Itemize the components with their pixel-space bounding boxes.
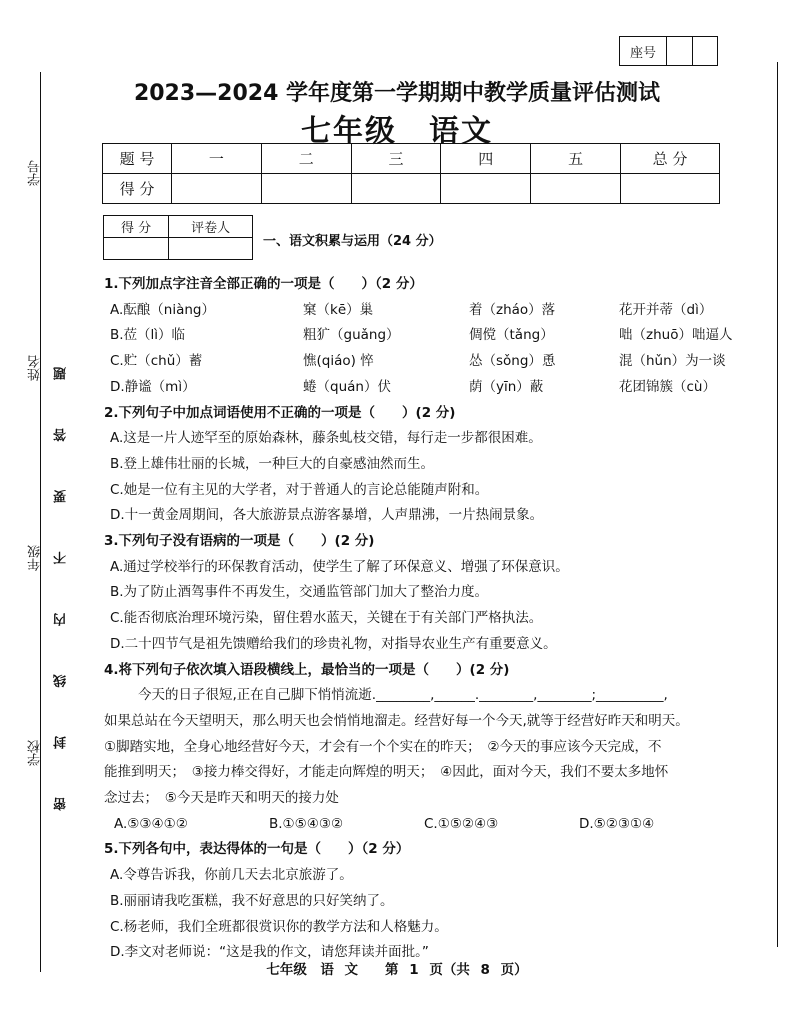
- option-item: A.酝酿（niàng）: [110, 301, 215, 318]
- question-2-option: A.这是一片人迹罕至的原始森林，藤条虬枝交错，每行走一步都很困难。: [110, 430, 542, 447]
- question-4-passage: 能推到明天； ③接力棒交得好，才能走向辉煌的明天； ④因此，面对今天，我们不要太多地怀: [104, 764, 669, 781]
- question-1-row: [110, 375, 750, 401]
- score-table-score-row: [103, 174, 720, 204]
- seat-label: 座号: [620, 37, 667, 65]
- option-item: B.①⑤④③②: [269, 815, 344, 832]
- option-item: C.贮（chǔ）蓄: [110, 353, 203, 370]
- score-table-header-row: [103, 144, 720, 174]
- option-item: 荫（yīn）蔽: [469, 378, 544, 395]
- score-cell[interactable]: [261, 174, 351, 204]
- score-cell[interactable]: [441, 174, 531, 204]
- grade-label: 年级: [28, 545, 43, 571]
- option-item: 着（zháo）落: [469, 301, 556, 318]
- score-header-cell: 五: [531, 144, 621, 174]
- score-row-label: 得 分: [103, 174, 172, 204]
- option-item: D.⑤②③①④: [579, 815, 655, 832]
- question-5-option: A.令尊告诉我，你前几天去北京旅游了。: [110, 867, 353, 884]
- question-3-option: D.二十四节气是祖先馈赠给我们的珍贵礼物，对指导农业生产有重要意义。: [110, 635, 557, 652]
- exam-subtitle: 七年级 语文: [301, 114, 493, 149]
- school-label: 学校: [28, 740, 43, 766]
- question-2-option: D.十一黄金周期间，各大旅游景点游客暴增，人声鼎沸，一片热闹景象。: [110, 507, 544, 524]
- question-4-passage: 如果总站在今天望明天，那么明天也会悄悄地溜走。经营好每一个今天,就等于经营好昨天和明天。: [104, 712, 689, 729]
- score-cell[interactable]: [531, 174, 621, 204]
- score-table: [102, 143, 720, 204]
- student-id-label: 学号: [28, 160, 43, 186]
- score-header-cell: 四: [441, 144, 531, 174]
- grader-table: [103, 215, 253, 260]
- score-header-cell: 三: [351, 144, 441, 174]
- question-3-option: B.为了防止酒驾事件不再发生，交通监管部门加大了整治力度。: [110, 584, 489, 601]
- binding-line: [40, 72, 41, 972]
- option-item: 花团锦簇（cù）: [619, 378, 716, 395]
- seat-number-box: [619, 36, 718, 66]
- question-1-row: [110, 323, 750, 349]
- seat-cell[interactable]: [693, 37, 718, 65]
- grader-label: 评卷人: [169, 216, 253, 238]
- seal-line-notice: 密 封 线 内 不 要 答 题: [54, 345, 69, 811]
- question-4-stem: 4.将下列句子依次填入语段横线上，最恰当的一项是（ ）(2 分): [104, 661, 510, 678]
- score-header-cell: 总 分: [621, 144, 720, 174]
- question-3-option: C.能否彻底治理环境污染，留住碧水蓝天，关键在于有关部门严格执法。: [110, 610, 543, 627]
- page-footer: 七年级 语 文 第 1 页（共 8 页）: [266, 962, 528, 978]
- option-item: 混（hǔn）为一谈: [619, 353, 726, 370]
- score-header-cell: 一: [172, 144, 262, 174]
- option-item: A.⑤③④①②: [114, 815, 188, 832]
- section-title: 一、语文积累与运用（24 分）: [263, 234, 442, 249]
- seat-cell[interactable]: [667, 37, 693, 65]
- exam-title: 2023—2024 学年度第一学期期中教学质量评估测试: [133, 81, 661, 106]
- question-1-stem: 1.下列加点字注音全部正确的一项是（ ）（2 分）: [104, 276, 423, 292]
- option-item: 窠（kē）巢: [303, 301, 374, 318]
- score-cell[interactable]: [351, 174, 441, 204]
- score-header-cell: 二: [261, 144, 351, 174]
- grader-score-label: 得 分: [104, 216, 169, 238]
- grader-score-cell[interactable]: [104, 238, 169, 260]
- score-header-cell: 题 号: [103, 144, 172, 174]
- grader-name-cell[interactable]: [169, 238, 253, 260]
- option-item: D.静谧（mì）: [110, 378, 196, 395]
- question-2-option: B.登上雄伟壮丽的长城，一种巨大的自豪感油然而生。: [110, 455, 435, 472]
- question-4-passage: 今天的日子很短,正在自己脚下悄悄流逝.________,______.________,________;__________,: [138, 687, 668, 704]
- question-2-option: C.她是一位有主见的大学者，对于普通人的言论总能随声附和。: [110, 481, 489, 498]
- option-item: B.莅（lì）临: [110, 327, 186, 344]
- question-1-row: [110, 349, 750, 375]
- question-3-option: A.通过学校举行的环保教育活动，使学生了解了环保意义、增强了环保意识。: [110, 558, 569, 575]
- question-4-options: [110, 812, 750, 838]
- option-item: 花开并蒂（dì）: [619, 301, 713, 318]
- right-margin-line: [777, 62, 778, 947]
- option-item: 憔(qiáo) 悴: [303, 353, 374, 370]
- score-cell[interactable]: [621, 174, 720, 204]
- question-5-option: D.李文对老师说：“这是我的作文，请您拜读并面批。”: [110, 944, 429, 961]
- option-item: C.①⑤②④③: [424, 815, 499, 832]
- question-1-row: [110, 298, 750, 324]
- question-2-stem: 2.下列句子中加点词语使用不正确的一项是（ ）(2 分): [104, 404, 456, 421]
- option-item: 蜷（quán）伏: [303, 378, 391, 395]
- question-4-passage: 念过去； ⑤今天是昨天和明天的接力处: [104, 790, 339, 807]
- questions-content: [104, 272, 750, 966]
- option-item: 咄（zhuō）咄逼人: [619, 327, 733, 344]
- option-item: 粗犷（guǎng）: [303, 327, 400, 344]
- score-cell[interactable]: [172, 174, 262, 204]
- question-4-passage: ①脚踏实地，全身心地经营好今天，才会有一个个实在的昨天； ②今天的事应该今天完成，不: [104, 738, 662, 755]
- question-3-stem: 3.下列句子没有语病的一项是（ ）(2 分): [104, 533, 375, 550]
- question-5-stem: 5.下列各句中，表达得体的一句是（ ）（2 分）: [104, 841, 410, 858]
- question-5-option: B.丽丽请我吃蛋糕，我不好意思的只好笑纳了。: [110, 892, 394, 909]
- option-item: 倜傥（tǎng）: [469, 327, 554, 344]
- question-5-option: C.杨老师，我们全班都很赏识你的教学方法和人格魅力。: [110, 918, 448, 935]
- name-label: 姓名: [28, 355, 43, 381]
- option-item: 怂（sǒng）恿: [469, 353, 556, 370]
